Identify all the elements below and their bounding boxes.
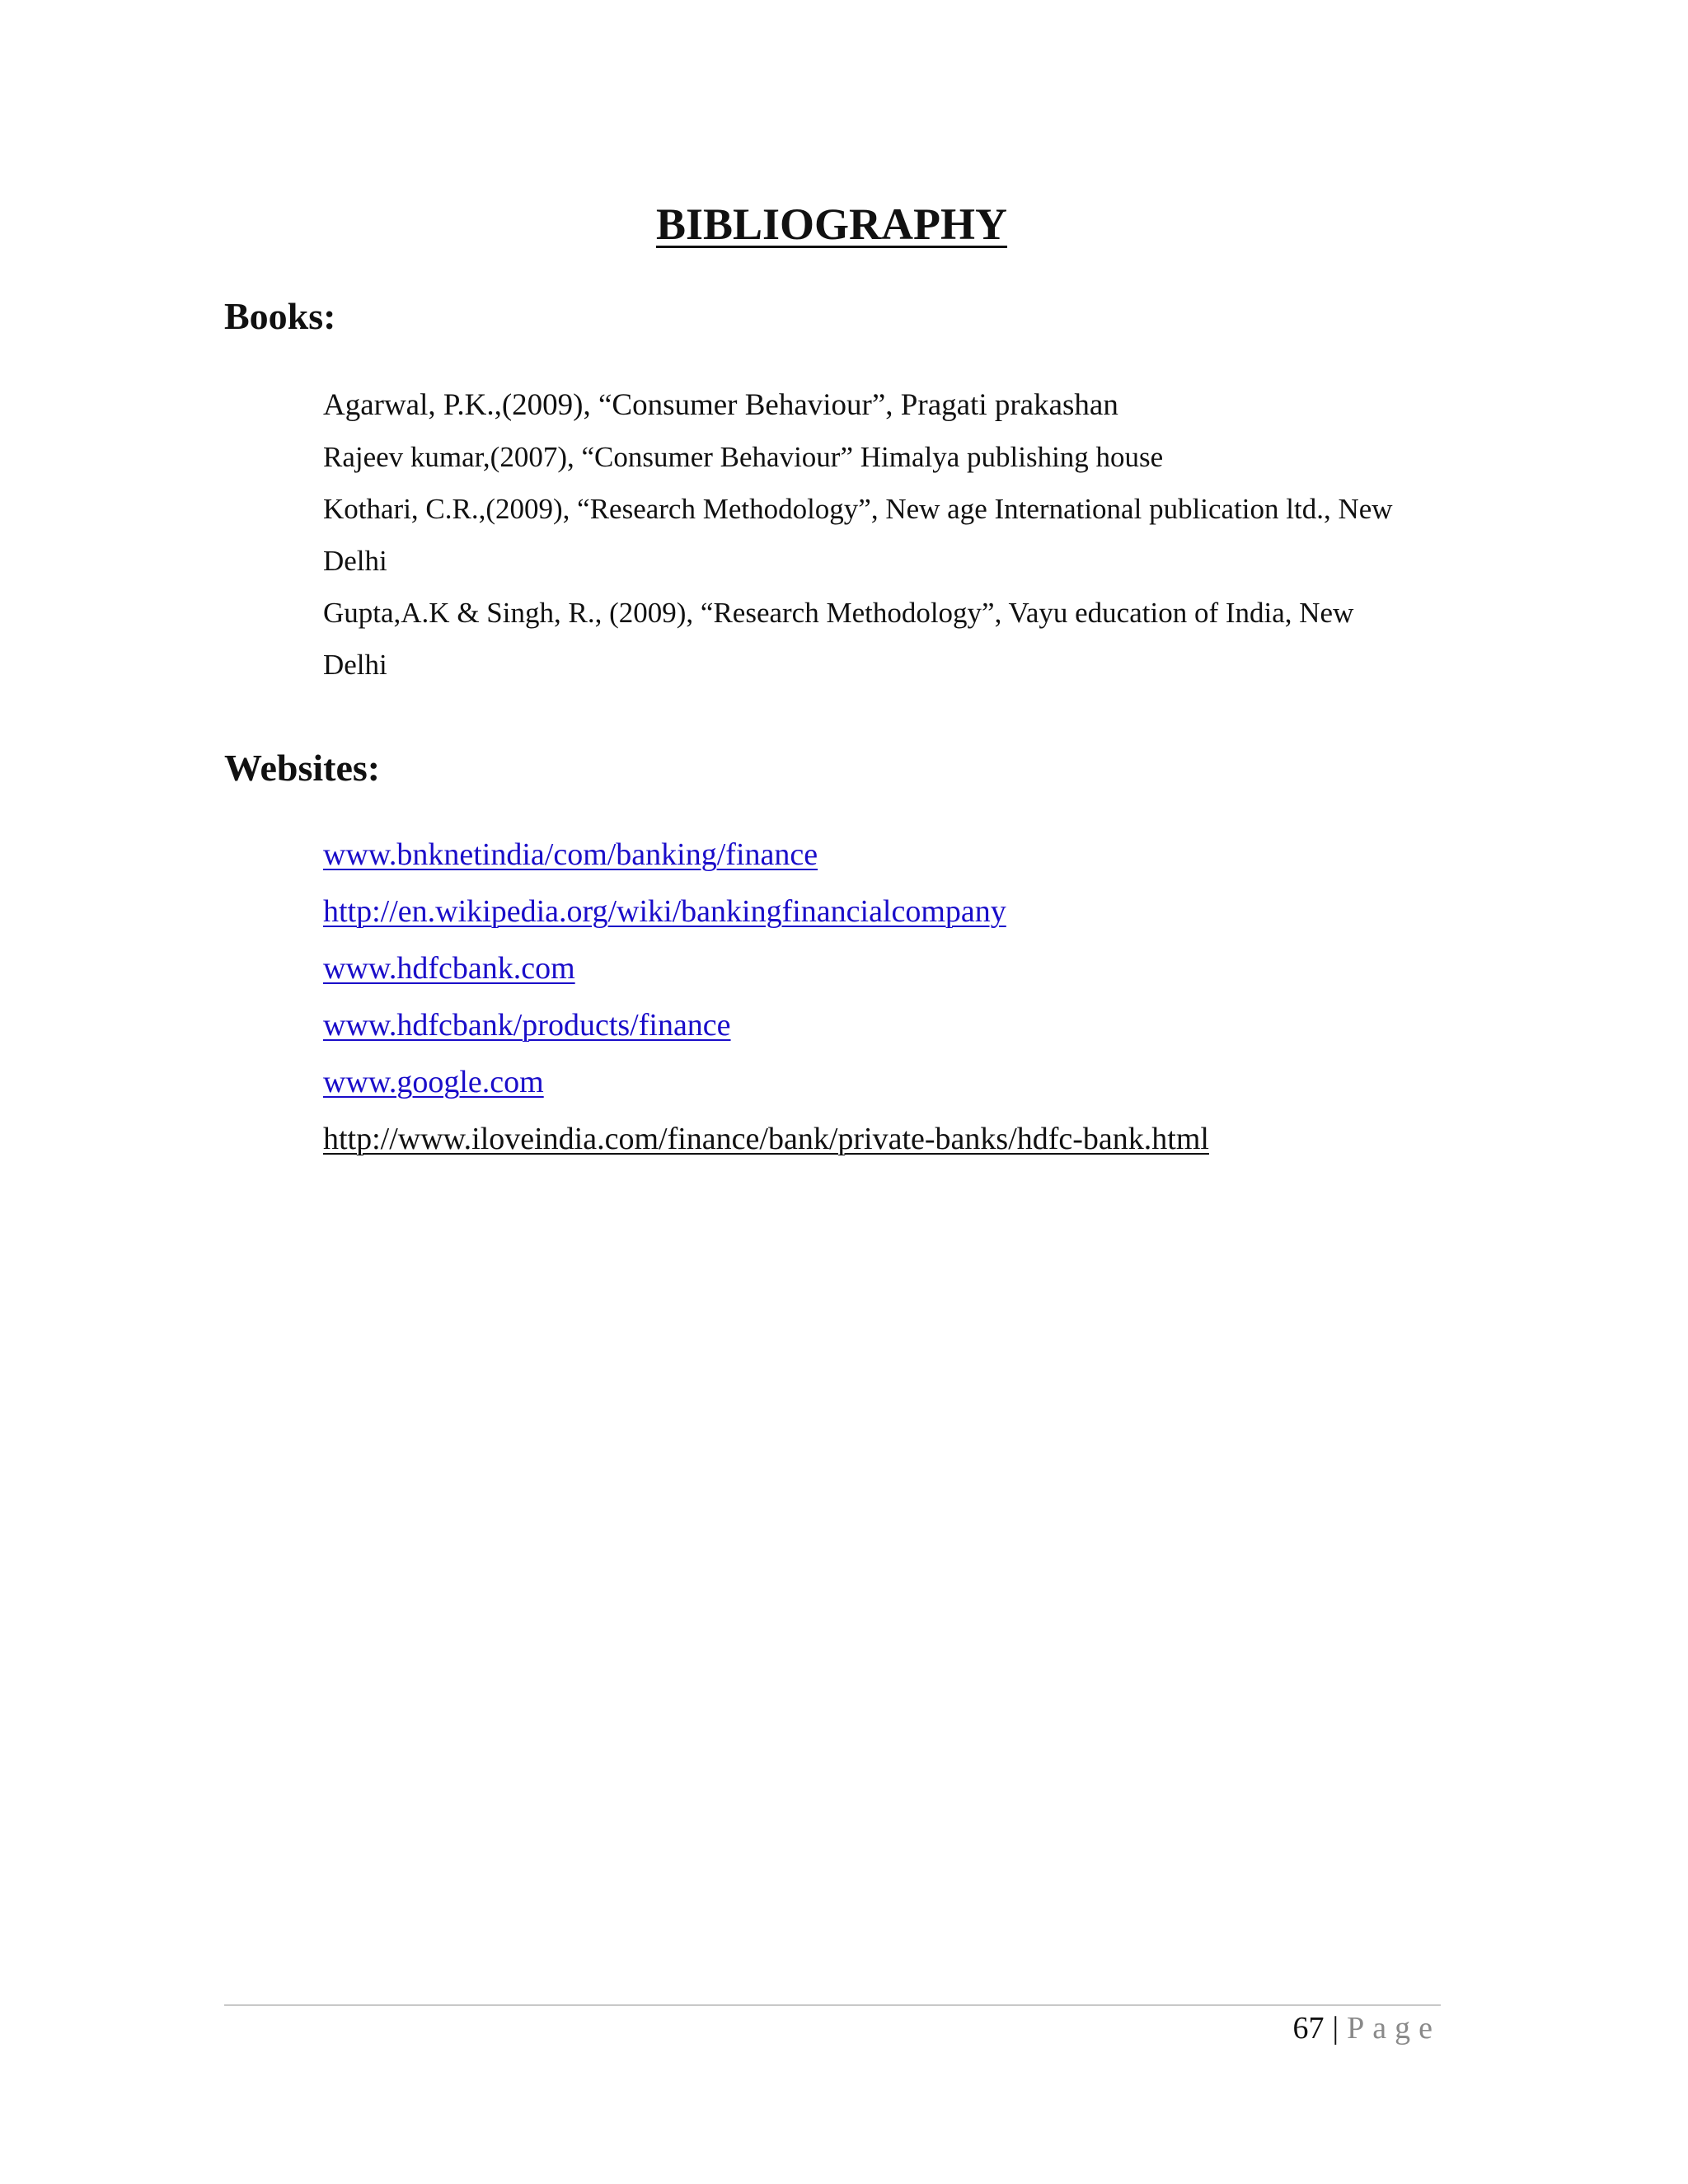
website-link[interactable]: www.google.com: [323, 1065, 544, 1099]
page-word: Page: [1347, 2011, 1441, 2046]
page-title: BIBLIOGRAPHY: [655, 199, 1008, 249]
book-entry: Agarwal, P.K.,(2009), “Consumer Behaviour”, Pragati prakashan: [323, 388, 1118, 422]
website-link[interactable]: http://en.wikipedia.org/wiki/bankingfinancialcompany: [323, 894, 1006, 929]
website-link[interactable]: www.hdfcbank.com: [323, 951, 575, 986]
books-list: [323, 379, 1419, 691]
book-entry: Gupta,A.K & Singh, R., (2009), “Research Methodology”, Vayu education of India, New Delhi: [323, 597, 1354, 681]
footer-separator: |: [1332, 2011, 1339, 2046]
books-heading: Books:: [224, 295, 336, 337]
website-link[interactable]: http://www.iloveindia.com/finance/bank/private-banks/hdfc-bank.html: [323, 1122, 1209, 1156]
website-link[interactable]: www.bnknetindia/com/banking/finance: [323, 837, 818, 872]
websites-heading: Websites:: [224, 747, 381, 789]
page-number: 67: [1292, 2011, 1325, 2046]
page-footer: [1293, 2008, 1441, 2049]
websites-list: [323, 827, 1209, 1168]
book-entry: Rajeev kumar,(2007), “Consumer Behaviour” Himalya publishing house: [323, 441, 1164, 473]
footer-divider: [224, 2004, 1441, 2006]
book-entry: Kothari, C.R.,(2009), “Research Methodology”, New age International publication ltd., New Delhi: [323, 493, 1393, 577]
website-link[interactable]: www.hdfcbank/products/finance: [323, 1008, 731, 1043]
